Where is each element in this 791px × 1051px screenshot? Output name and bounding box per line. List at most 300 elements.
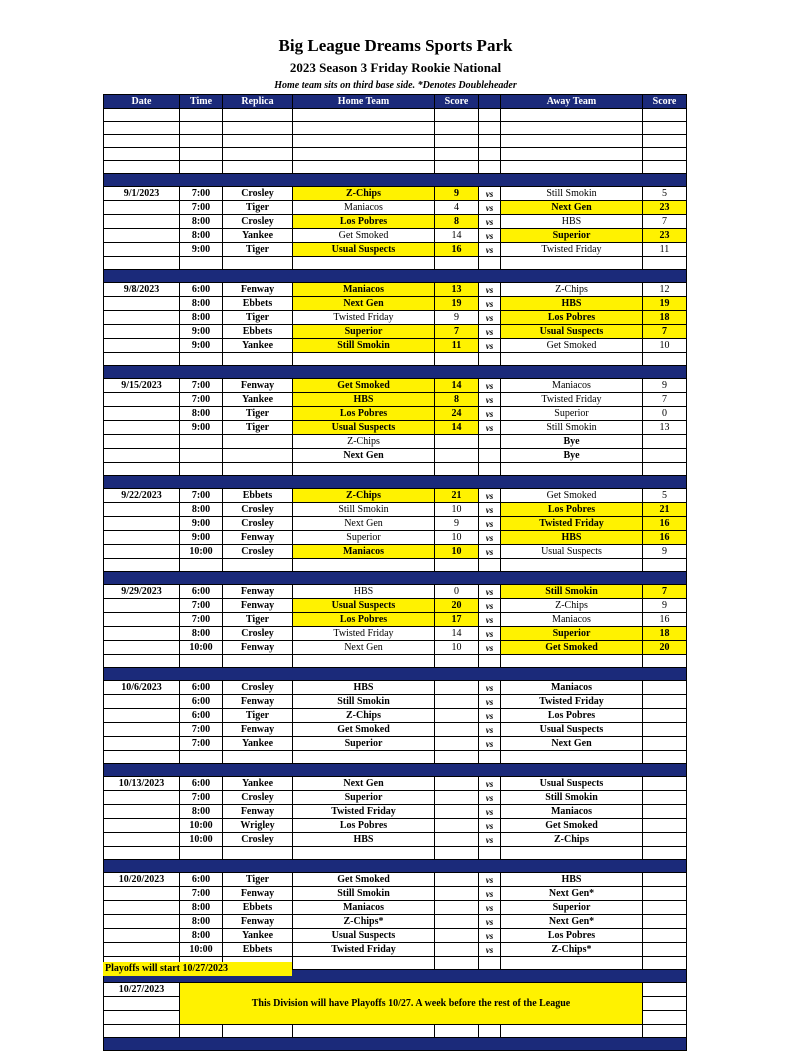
game-replica: Crosley xyxy=(223,187,293,201)
empty-cell xyxy=(501,353,643,366)
empty-cell xyxy=(180,847,223,860)
game-date: 9/15/2023 xyxy=(104,379,180,393)
home-team: Next Gen xyxy=(293,297,435,311)
blank-row xyxy=(104,463,687,476)
game-row xyxy=(104,379,687,393)
home-team: Superior xyxy=(293,531,435,545)
away-score: 16 xyxy=(643,613,687,627)
game-row xyxy=(104,283,687,297)
empty-cell xyxy=(293,751,435,764)
home-score: 14 xyxy=(435,627,479,641)
away-team: Next Gen xyxy=(501,201,643,215)
game-row xyxy=(104,901,687,915)
game-replica: Crosley xyxy=(223,517,293,531)
divider-cell xyxy=(104,366,687,379)
page-title: Big League Dreams Sports Park xyxy=(278,36,513,55)
away-score: 12 xyxy=(643,283,687,297)
empty-cell xyxy=(293,957,435,970)
vs-label: vs xyxy=(479,887,501,901)
schedule-table xyxy=(103,94,687,1051)
away-score xyxy=(643,833,687,847)
game-replica: Yankee xyxy=(223,339,293,353)
game-date xyxy=(104,435,180,449)
game-time: 9:00 xyxy=(180,421,223,435)
game-replica: Fenway xyxy=(223,887,293,901)
game-date xyxy=(104,545,180,559)
empty-cell xyxy=(479,257,501,270)
home-score: 17 xyxy=(435,613,479,627)
away-team: Maniacos xyxy=(501,681,643,695)
game-time: 6:00 xyxy=(180,283,223,297)
empty-cell xyxy=(293,122,435,135)
week-divider xyxy=(104,572,687,585)
empty-cell xyxy=(180,109,223,122)
empty-cell xyxy=(104,148,180,161)
home-team: Get Smoked xyxy=(293,379,435,393)
col-away-team: Away Team xyxy=(501,95,643,109)
empty-cell xyxy=(643,257,687,270)
blank-row xyxy=(104,109,687,122)
game-row xyxy=(104,833,687,847)
home-team: Get Smoked xyxy=(293,873,435,887)
game-date xyxy=(104,339,180,353)
game-time: 7:00 xyxy=(180,887,223,901)
game-time: 7:00 xyxy=(180,393,223,407)
empty-cell xyxy=(223,135,293,148)
vs-label: vs xyxy=(479,215,501,229)
home-score: 10 xyxy=(435,531,479,545)
empty-cell xyxy=(643,983,687,997)
empty-cell xyxy=(180,122,223,135)
home-team: Next Gen xyxy=(293,517,435,531)
vs-label: vs xyxy=(479,311,501,325)
away-team: HBS xyxy=(501,531,643,545)
vs-label: vs xyxy=(479,833,501,847)
home-team: Superior xyxy=(293,791,435,805)
game-date xyxy=(104,517,180,531)
game-replica: Fenway xyxy=(223,723,293,737)
away-score xyxy=(643,805,687,819)
empty-cell xyxy=(435,1025,479,1038)
away-team: Bye xyxy=(501,449,643,463)
empty-cell xyxy=(643,997,687,1011)
away-score xyxy=(643,681,687,695)
away-score: 19 xyxy=(643,297,687,311)
game-row xyxy=(104,805,687,819)
empty-cell xyxy=(479,559,501,572)
empty-cell xyxy=(104,257,180,270)
game-replica: Crosley xyxy=(223,681,293,695)
home-score: 14 xyxy=(435,421,479,435)
away-team: Twisted Friday xyxy=(501,517,643,531)
empty-cell xyxy=(435,257,479,270)
away-team: Usual Suspects xyxy=(501,545,643,559)
game-date xyxy=(104,449,180,463)
empty-cell xyxy=(479,751,501,764)
empty-cell xyxy=(501,161,643,174)
game-date xyxy=(104,229,180,243)
game-replica: Crosley xyxy=(223,545,293,559)
empty-cell xyxy=(293,463,435,476)
divider-cell xyxy=(104,668,687,681)
col-home-team: Home Team xyxy=(293,95,435,109)
vs-label: vs xyxy=(479,709,501,723)
away-team: Z-Chips xyxy=(501,833,643,847)
game-time: 9:00 xyxy=(180,243,223,257)
away-score: 7 xyxy=(643,215,687,229)
game-date xyxy=(104,201,180,215)
empty-cell xyxy=(501,109,643,122)
game-row xyxy=(104,531,687,545)
playoffs-date: 10/27/2023 xyxy=(104,983,180,997)
home-team: Z-Chips xyxy=(293,435,435,449)
game-row xyxy=(104,325,687,339)
game-replica: Fenway xyxy=(223,379,293,393)
vs-label: vs xyxy=(479,229,501,243)
empty-cell xyxy=(180,353,223,366)
away-score xyxy=(643,435,687,449)
game-row xyxy=(104,723,687,737)
vs-label: vs xyxy=(479,421,501,435)
divider-cell xyxy=(104,174,687,187)
game-date xyxy=(104,407,180,421)
away-team: Los Pobres xyxy=(501,503,643,517)
week-divider xyxy=(104,764,687,777)
away-team: Twisted Friday xyxy=(501,243,643,257)
game-time: 7:00 xyxy=(180,599,223,613)
game-replica: Yankee xyxy=(223,737,293,751)
game-row xyxy=(104,627,687,641)
col-vs xyxy=(479,95,501,109)
empty-cell xyxy=(293,161,435,174)
empty-cell xyxy=(223,559,293,572)
away-team: HBS xyxy=(501,215,643,229)
away-score: 5 xyxy=(643,489,687,503)
game-replica: Fenway xyxy=(223,915,293,929)
home-team: Usual Suspects xyxy=(293,929,435,943)
game-row xyxy=(104,873,687,887)
away-score: 18 xyxy=(643,627,687,641)
empty-cell xyxy=(479,353,501,366)
empty-cell xyxy=(479,655,501,668)
home-score: 16 xyxy=(435,243,479,257)
away-team: Los Pobres xyxy=(501,709,643,723)
game-replica: Crosley xyxy=(223,791,293,805)
vs-label: vs xyxy=(479,627,501,641)
game-time: 8:00 xyxy=(180,805,223,819)
away-team: Get Smoked xyxy=(501,819,643,833)
week-divider xyxy=(104,1038,687,1051)
game-date: 9/22/2023 xyxy=(104,489,180,503)
divider-cell xyxy=(104,860,687,873)
home-team: Next Gen xyxy=(293,777,435,791)
away-score xyxy=(643,819,687,833)
game-replica xyxy=(223,449,293,463)
game-date xyxy=(104,943,180,957)
away-score: 11 xyxy=(643,243,687,257)
empty-cell xyxy=(180,257,223,270)
game-date xyxy=(104,833,180,847)
home-team: Next Gen xyxy=(293,641,435,655)
home-score: 11 xyxy=(435,339,479,353)
col-time: Time xyxy=(180,95,223,109)
home-score: 4 xyxy=(435,201,479,215)
home-score: 9 xyxy=(435,517,479,531)
game-time: 7:00 xyxy=(180,737,223,751)
game-date: 10/6/2023 xyxy=(104,681,180,695)
empty-cell xyxy=(479,148,501,161)
game-time: 9:00 xyxy=(180,531,223,545)
home-score: 19 xyxy=(435,297,479,311)
game-time: 8:00 xyxy=(180,627,223,641)
home-team: Z-Chips xyxy=(293,709,435,723)
blank-row xyxy=(104,161,687,174)
vs-label: vs xyxy=(479,819,501,833)
away-score: 23 xyxy=(643,229,687,243)
vs-label: vs xyxy=(479,297,501,311)
game-date xyxy=(104,613,180,627)
away-team: Get Smoked xyxy=(501,339,643,353)
empty-cell xyxy=(435,161,479,174)
empty-cell xyxy=(180,463,223,476)
game-time: 8:00 xyxy=(180,297,223,311)
away-team: Still Smokin xyxy=(501,421,643,435)
away-team: Next Gen* xyxy=(501,915,643,929)
game-row xyxy=(104,887,687,901)
week-divider xyxy=(104,860,687,873)
empty-cell xyxy=(501,751,643,764)
away-team: Bye xyxy=(501,435,643,449)
vs-label: vs xyxy=(479,243,501,257)
away-team: Superior xyxy=(501,407,643,421)
home-score: 13 xyxy=(435,283,479,297)
game-date xyxy=(104,627,180,641)
away-team: Usual Suspects xyxy=(501,325,643,339)
home-team: Los Pobres xyxy=(293,613,435,627)
home-score xyxy=(435,709,479,723)
vs-label: vs xyxy=(479,791,501,805)
vs-label: vs xyxy=(479,695,501,709)
game-replica: Tiger xyxy=(223,613,293,627)
week-divider xyxy=(104,366,687,379)
away-score: 9 xyxy=(643,379,687,393)
game-row xyxy=(104,737,687,751)
home-score xyxy=(435,915,479,929)
home-score: 10 xyxy=(435,641,479,655)
game-time xyxy=(180,435,223,449)
empty-cell xyxy=(223,655,293,668)
empty-cell xyxy=(501,135,643,148)
vs-label: vs xyxy=(479,517,501,531)
empty-cell xyxy=(501,847,643,860)
empty-cell xyxy=(643,135,687,148)
game-date xyxy=(104,901,180,915)
game-replica: Fenway xyxy=(223,641,293,655)
col-away-score: Score xyxy=(643,95,687,109)
empty-cell xyxy=(501,122,643,135)
away-score: 16 xyxy=(643,531,687,545)
game-time: 7:00 xyxy=(180,201,223,215)
away-team: Maniacos xyxy=(501,613,643,627)
game-time: 6:00 xyxy=(180,873,223,887)
empty-cell xyxy=(479,463,501,476)
game-replica: Tiger xyxy=(223,873,293,887)
empty-cell xyxy=(643,655,687,668)
empty-cell xyxy=(104,353,180,366)
empty-cell xyxy=(435,122,479,135)
home-team: Twisted Friday xyxy=(293,943,435,957)
game-row xyxy=(104,435,687,449)
game-row xyxy=(104,929,687,943)
game-replica: Tiger xyxy=(223,201,293,215)
empty-cell xyxy=(643,161,687,174)
empty-cell xyxy=(104,751,180,764)
away-score xyxy=(643,777,687,791)
empty-cell xyxy=(104,655,180,668)
empty-cell xyxy=(479,135,501,148)
vs-label: vs xyxy=(479,681,501,695)
game-date: 10/13/2023 xyxy=(104,777,180,791)
empty-cell xyxy=(223,122,293,135)
divider-cell xyxy=(104,764,687,777)
vs-label: vs xyxy=(479,531,501,545)
empty-cell xyxy=(643,148,687,161)
blank-row xyxy=(104,122,687,135)
home-score xyxy=(435,777,479,791)
game-date: 9/8/2023 xyxy=(104,283,180,297)
empty-cell xyxy=(180,135,223,148)
game-row xyxy=(104,421,687,435)
game-row xyxy=(104,709,687,723)
home-team: HBS xyxy=(293,681,435,695)
home-team: Next Gen xyxy=(293,449,435,463)
empty-cell xyxy=(223,148,293,161)
empty-cell xyxy=(643,109,687,122)
home-score xyxy=(435,819,479,833)
away-score: 13 xyxy=(643,421,687,435)
game-replica: Yankee xyxy=(223,393,293,407)
empty-cell xyxy=(223,257,293,270)
game-replica: Wrigley xyxy=(223,819,293,833)
home-team: Los Pobres xyxy=(293,407,435,421)
away-score: 0 xyxy=(643,407,687,421)
home-team: Superior xyxy=(293,737,435,751)
vs-label: vs xyxy=(479,489,501,503)
away-team: Los Pobres xyxy=(501,929,643,943)
away-team: Get Smoked xyxy=(501,641,643,655)
empty-cell xyxy=(435,353,479,366)
away-score: 9 xyxy=(643,545,687,559)
away-score xyxy=(643,709,687,723)
empty-cell xyxy=(643,751,687,764)
away-team: Superior xyxy=(501,229,643,243)
vs-label: vs xyxy=(479,873,501,887)
home-team: Usual Suspects xyxy=(293,243,435,257)
home-team: HBS xyxy=(293,585,435,599)
empty-cell xyxy=(104,997,180,1011)
game-date xyxy=(104,641,180,655)
empty-cell xyxy=(180,148,223,161)
col-replica: Replica xyxy=(223,95,293,109)
game-replica: Fenway xyxy=(223,599,293,613)
empty-cell xyxy=(643,847,687,860)
game-replica: Crosley xyxy=(223,503,293,517)
game-replica: Tiger xyxy=(223,421,293,435)
home-score xyxy=(435,833,479,847)
vs-label: vs xyxy=(479,503,501,517)
away-score xyxy=(643,695,687,709)
game-row xyxy=(104,229,687,243)
game-row xyxy=(104,311,687,325)
away-team: Twisted Friday xyxy=(501,393,643,407)
home-score: 10 xyxy=(435,503,479,517)
game-replica: Crosley xyxy=(223,833,293,847)
empty-cell xyxy=(435,957,479,970)
week-divider xyxy=(104,270,687,283)
vs-label: vs xyxy=(479,915,501,929)
empty-cell xyxy=(104,122,180,135)
game-time: 7:00 xyxy=(180,379,223,393)
vs-label: vs xyxy=(479,929,501,943)
blank-row xyxy=(104,135,687,148)
game-time: 9:00 xyxy=(180,325,223,339)
vs-label: vs xyxy=(479,545,501,559)
home-team: Get Smoked xyxy=(293,229,435,243)
away-score: 7 xyxy=(643,393,687,407)
vs-label: vs xyxy=(479,201,501,215)
away-score xyxy=(643,929,687,943)
away-team: Still Smokin xyxy=(501,187,643,201)
away-score: 7 xyxy=(643,325,687,339)
game-date xyxy=(104,915,180,929)
vs-label: vs xyxy=(479,737,501,751)
home-team: Z-Chips xyxy=(293,489,435,503)
away-score xyxy=(643,791,687,805)
empty-cell xyxy=(435,847,479,860)
empty-cell xyxy=(435,751,479,764)
game-time: 10:00 xyxy=(180,943,223,957)
vs-label: vs xyxy=(479,393,501,407)
game-replica: Ebbets xyxy=(223,901,293,915)
game-date xyxy=(104,531,180,545)
game-row xyxy=(104,819,687,833)
empty-cell xyxy=(293,135,435,148)
week-divider xyxy=(104,174,687,187)
away-score xyxy=(643,943,687,957)
game-date xyxy=(104,709,180,723)
home-score: 9 xyxy=(435,311,479,325)
game-replica: Fenway xyxy=(223,283,293,297)
blank-row xyxy=(104,655,687,668)
away-score: 18 xyxy=(643,311,687,325)
empty-cell xyxy=(501,655,643,668)
game-time xyxy=(180,449,223,463)
home-team: Twisted Friday xyxy=(293,805,435,819)
game-row xyxy=(104,695,687,709)
empty-cell xyxy=(104,135,180,148)
game-replica: Yankee xyxy=(223,777,293,791)
away-score xyxy=(643,915,687,929)
game-date xyxy=(104,695,180,709)
empty-cell xyxy=(104,1025,180,1038)
game-date xyxy=(104,819,180,833)
game-replica: Ebbets xyxy=(223,943,293,957)
home-team: Twisted Friday xyxy=(293,311,435,325)
home-score xyxy=(435,887,479,901)
away-score: 9 xyxy=(643,599,687,613)
empty-cell xyxy=(479,161,501,174)
empty-cell xyxy=(435,148,479,161)
